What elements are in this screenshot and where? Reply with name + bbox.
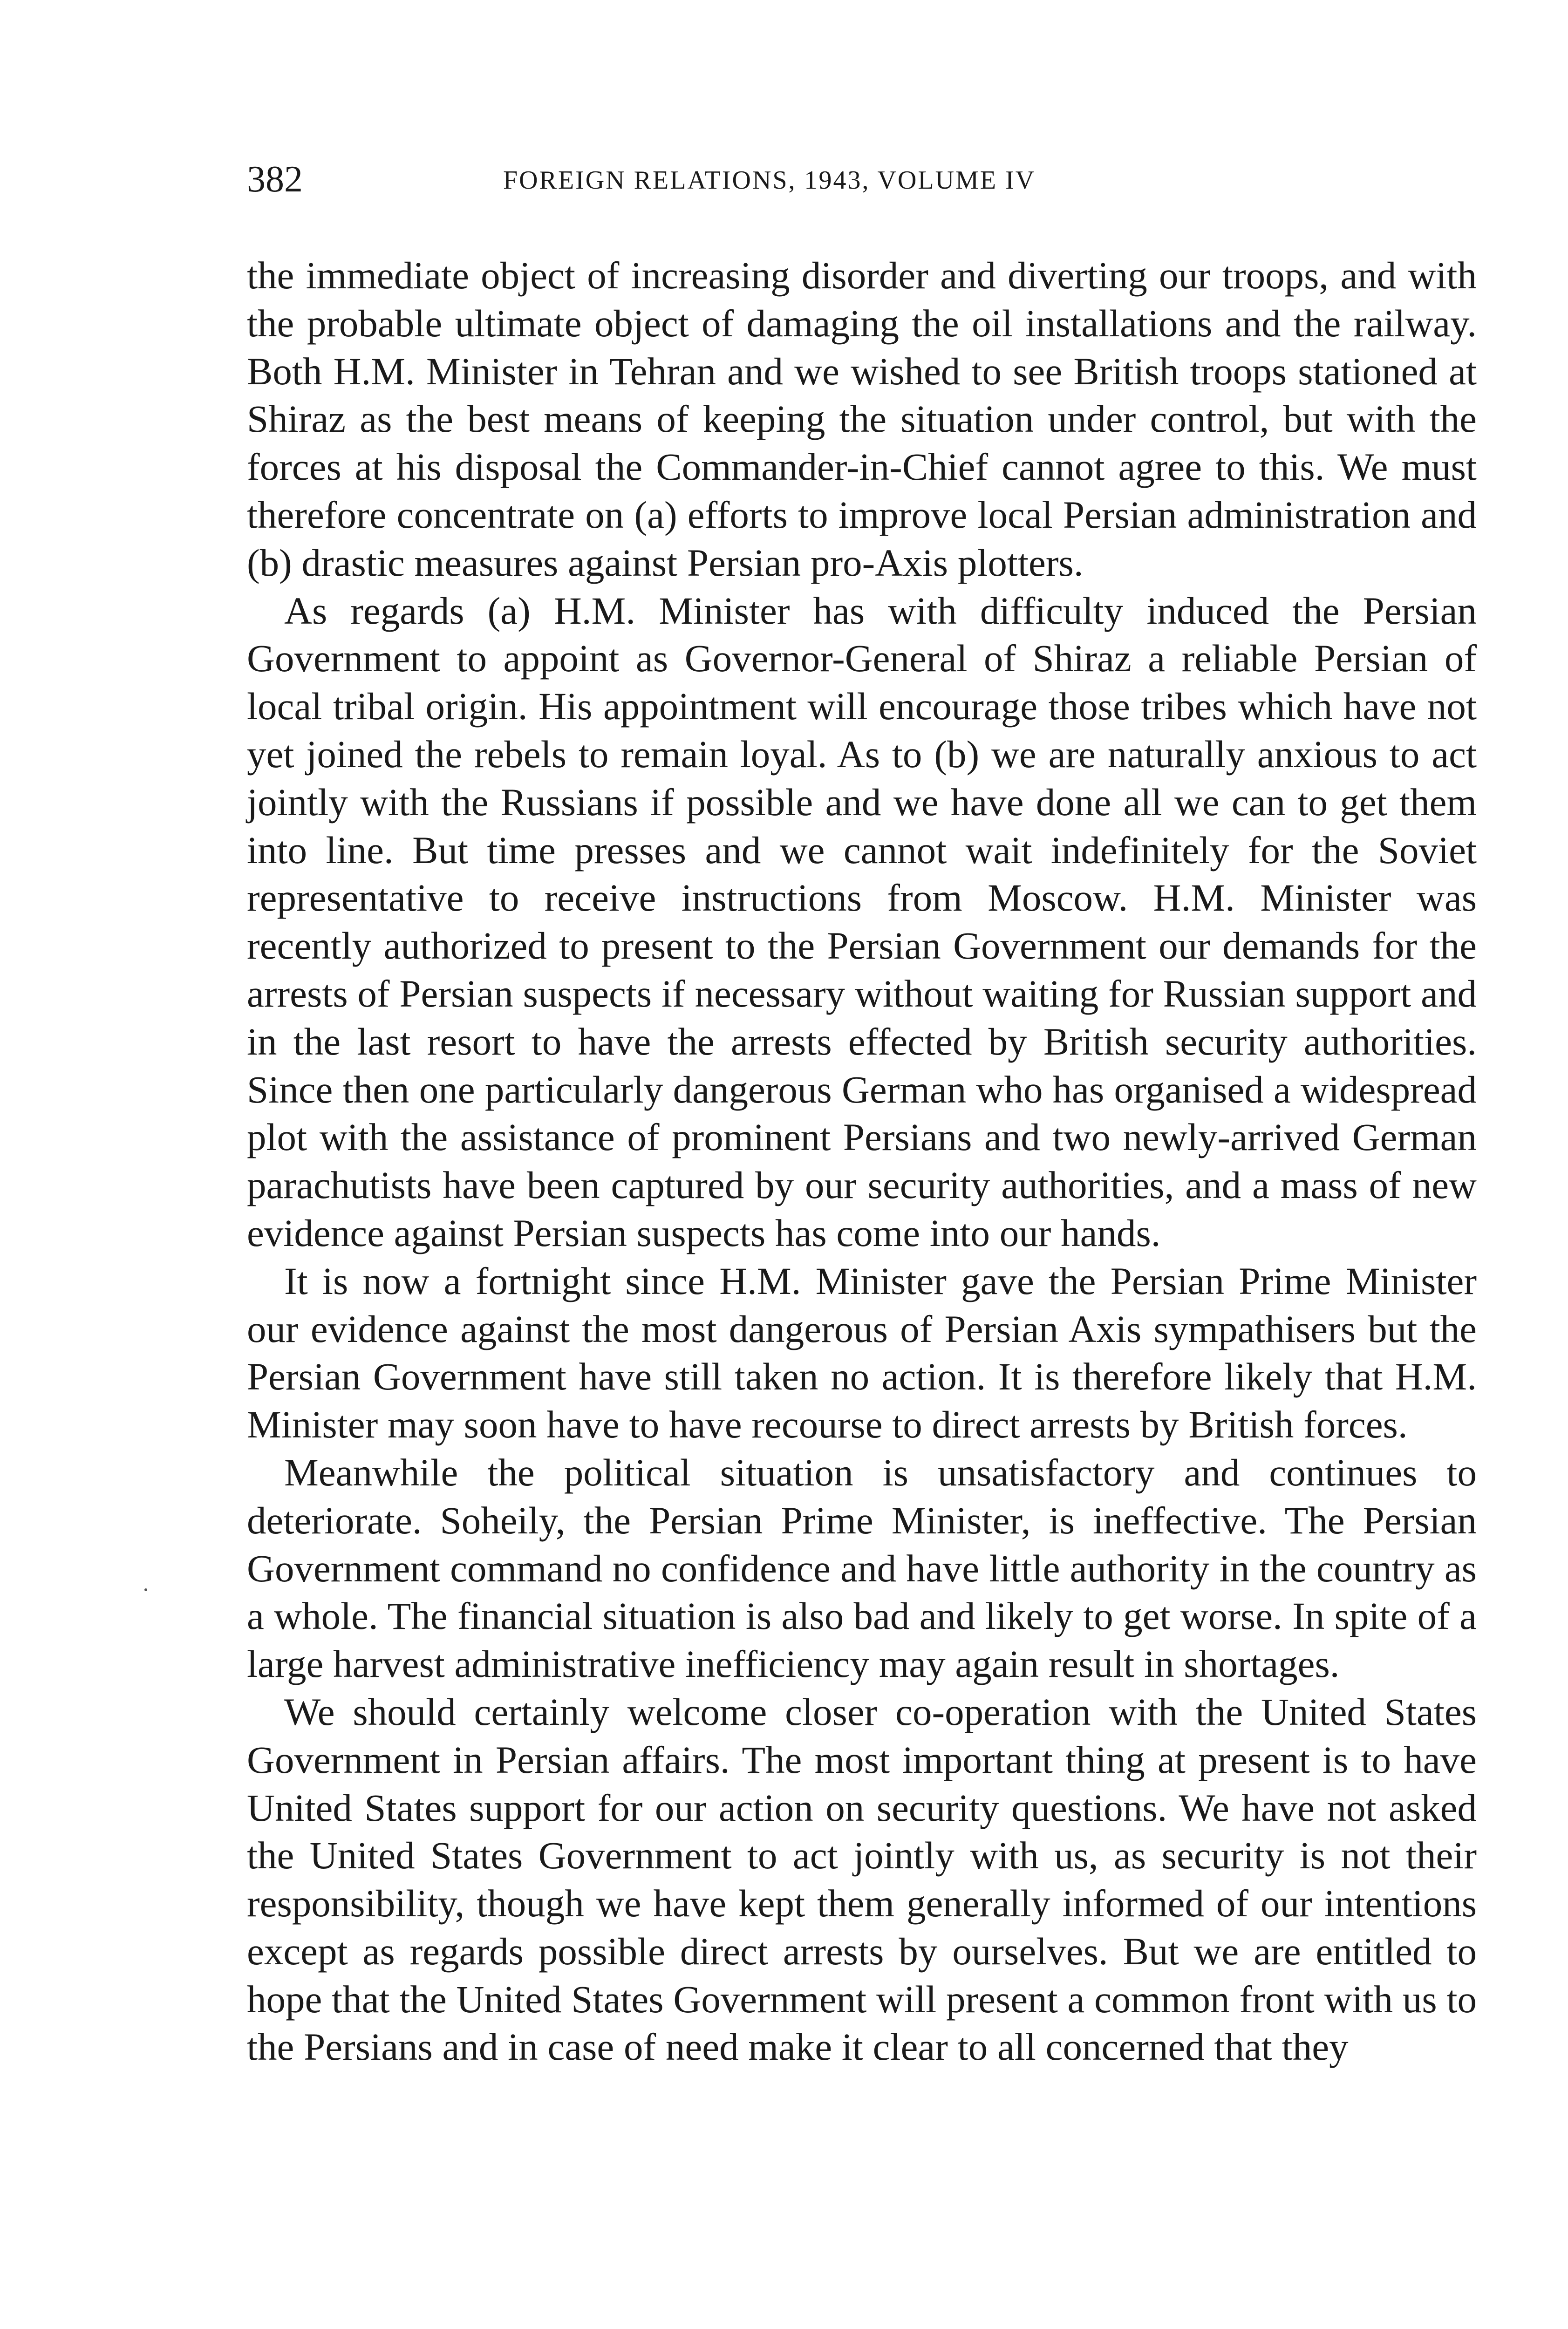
running-header	[247, 140, 1477, 210]
paragraph: It is now a fortnight since H.M. Minister gave the Persian Prime Minister our evidence against the most dangerous of Persian Axis sympathisers but the Persian Government have still taken no action. It is therefore likely that H.M. Minister may soon have to have recourse to direct arrests by British forces.	[247, 1259, 1477, 1446]
body-text	[247, 252, 1477, 2071]
scan-speck	[144, 1588, 147, 1591]
paragraph: the immediate object of increasing disorder and diverting our troops, and with the probable ultimate object of damaging the oil installations and the railway. Both H.M. Minister in Tehran and we wished to see British troops stationed at Shiraz as the best means of keeping the situation under control, but with the forces at his disposal the Commander-in-Chief cannot agree to this. We must therefore concentrate on (a) efforts to improve local Persian administration and (b) drastic measures against Persian pro-Axis plotters.	[247, 254, 1477, 584]
paragraph: As regards (a) H.M. Minister has with difficulty induced the Persian Government to appoint as Governor-General of Shiraz a reliable Persian of local tribal origin. His appointment will encourage those tribes which have not yet joined the rebels to remain loyal. As to (b) we are naturally anxious to act jointly with the Russians if possible and we have done all we can to get them into line. But time presses and we cannot wait indefinitely for the Soviet representative to receive instructions from Moscow. H.M. Minister was recently authorized to present to the Persian Government our demands for the arrests of Persian suspects if necessary without waiting for Russian support and in the last resort to have the arrests effected by British security authorities. Since then one particularly dangerous German who has organised a widespread plot with the assistance of prominent Persians and two newly-arrived German parachutists have been captured by our security authorities, and a mass of new evidence against Persian suspects has come into our hands.	[247, 589, 1477, 1254]
paragraph: We should certainly welcome closer co-operation with the United States Government in Persian affairs. The most important thing at present is to have United States support for our action on security questions. We have not asked the United States Government to act jointly with us, as security is not their responsibility, though we have kept them generally informed of our intentions except as regards possible direct arrests by ourselves. But we are entitled to hope that the United States Government will present a common front with us to the Persians and in case of need make it clear to all concerned that they	[247, 1690, 1477, 2069]
page-number: 382	[247, 159, 303, 200]
document-page	[247, 140, 1477, 2071]
running-title: FOREIGN RELATIONS, 1943, VOLUME IV	[503, 166, 1036, 195]
paragraph: Meanwhile the political situation is unsatisfactory and continues to deteriorate. Soheily, the Persian Prime Minister, is ineffective. The Persian Government command no confidence and have little authority in the country as a whole. The financial situation is also bad and likely to get worse. In spite of a large harvest administrative inefficiency may again result in shortages.	[247, 1451, 1477, 1686]
